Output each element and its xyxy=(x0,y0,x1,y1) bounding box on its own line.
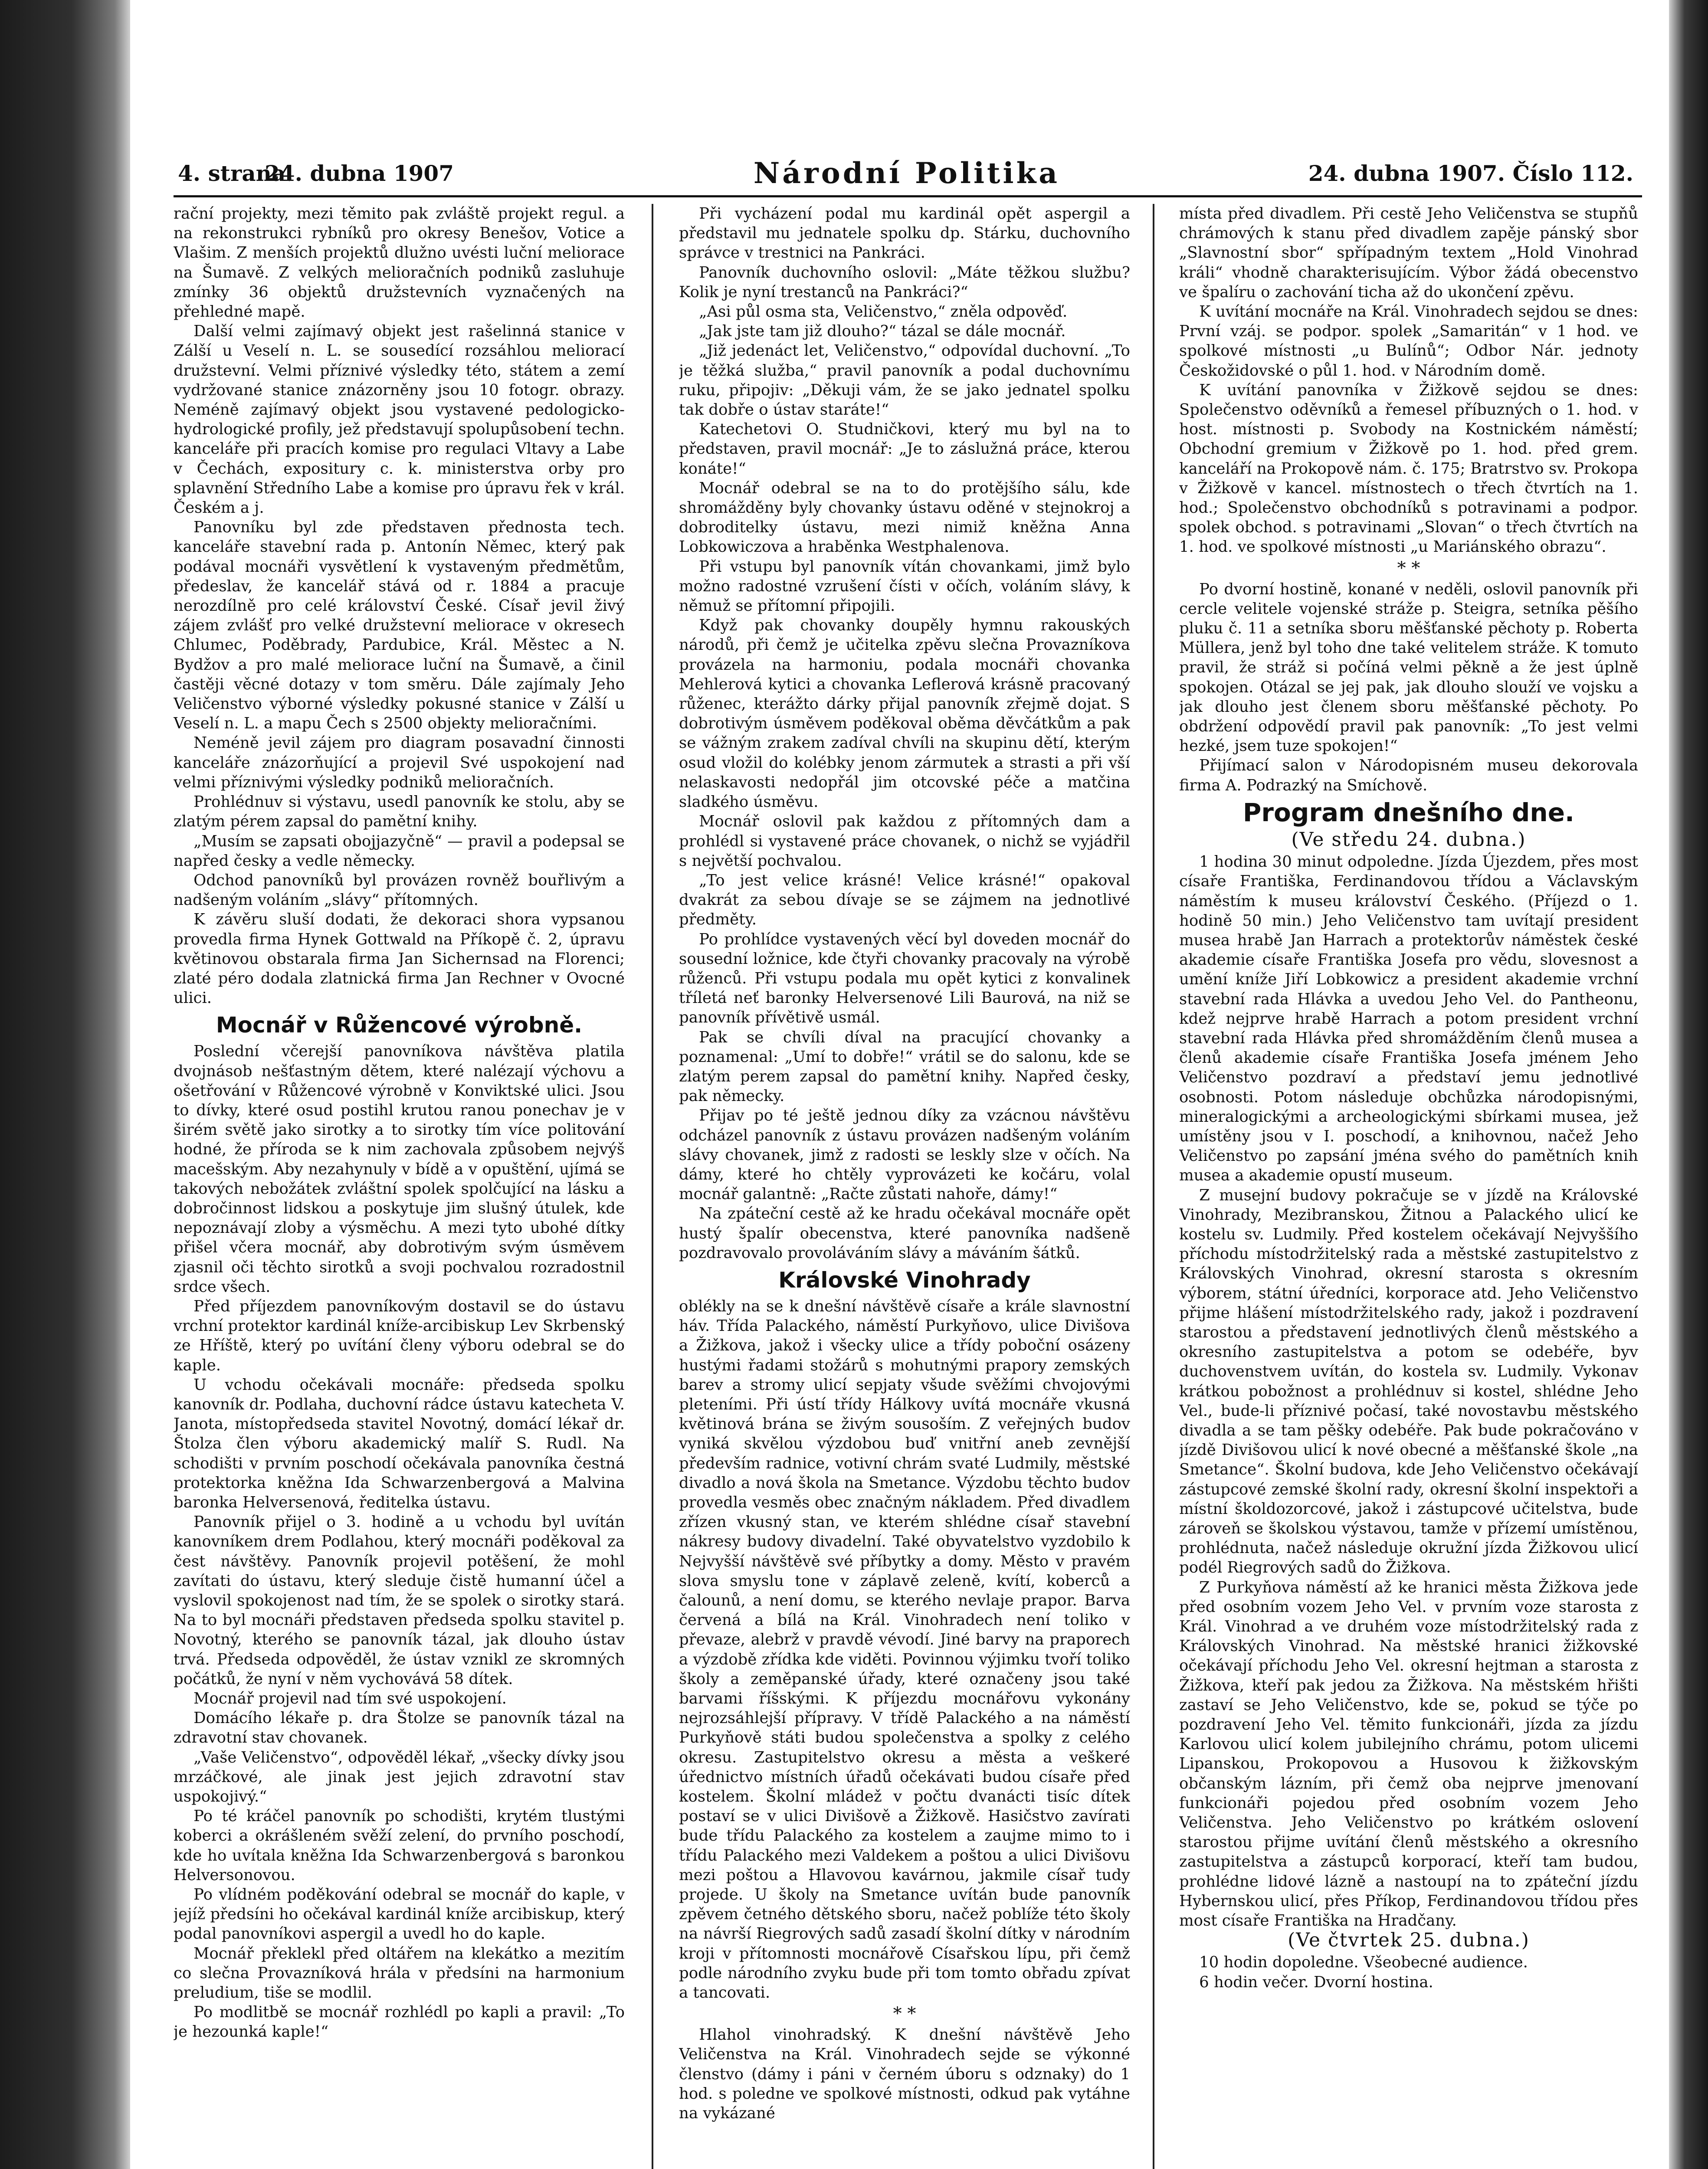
paragraph: Z musejní budovy pokračuje se v jízdě na Královské Vinohrady, Mezibranskou, Žitnou a Palackého ulicí ke kostelu sv. Ludmily. Před kostelem očekávají Nejvyššího příchodu místodržitelský rada a městské zastupitelstvo z Královských Vinohrad, okresní starosta s okresním výborem, státní úředníci, korporace atd. Jeho Veličenstvo přijme hlášení místodržitelského rady, jakož i pozdravení starostou a představení jednotlivých členů městského a okresního zastupitelstva a potom se odebéře, byv duchovenstvem uvítán, do kostela sv. Ludmily. Vykonav krátkou pobožnost a prohlédnuv si kostel, shlédne Jeho Vel., bude-li příznivé počasí, také novostavbu městského divadla a se tam pěšky odebéře. Pak bude pokračováno v jízdě Divišovou ulicí k nové obecné a měšťanské škole „na Smetance“. Školní budova, kde Jeho Veličenstvo očekávají zástupcové zemské školní rady, okresní školní inspektoři a místní školdozorcové, jakož i zástupcové učitelstva, bude zároveň se školskou výstavou, tamže v přízemí umístěnou, prohlédnuta, načež následuje okružní jízda Žižkovou ulicí podél Riegrových sadů do Žižkova. xyxy=(1179,1186,1638,1577)
paragraph: Po modlitbě se mocnář rozhlédl po kapli a pravil: „To je hezounká kaple!“ xyxy=(174,2003,625,2041)
section-heading: Program dnešního dne. xyxy=(1242,797,1575,827)
paragraph: Přijímací salon v Národopisném museu dekorovala firma A. Podrazký na Smíchově. xyxy=(1179,757,1638,794)
paragraph: Přijav po té ještě jednou díky za vzácnou návštěvu odcházel panovník z ústavu provázen nadšeným voláním slávy chovanek, jimž z radosti se leskly slze v očích. Na dámy, které ho chtěly vyprovázeti ke kočáru, volal mocnář galantně: „Račte zůstati nahoře, dámy!“ xyxy=(679,1107,1130,1203)
paragraph: Panovníku byl zde představen přednosta tech. kanceláře stavební rada p. Antonín Němec, který pak podával mocnáři vysvětlení k vystaveným předmětům, předeslav, že kancelář stává od r. 1884 a pracuje nerozdílně pro celé království České. Císař jevil živý zájem zvlášť pro velké družstevní meliorace v okresech Chlumec, Poděbrady, Pardubice, Král. Městec a N. Bydžov a pro malé meliorace luční na Šumavě, a činil častěji věcné dotazy v tom směru. Dále zajímaly Jeho Veličenstvo výborné výsledky pokusné stanice v Zálší u Veselí n. L. a mapu Čech s 2500 objekty melioračními. xyxy=(174,518,625,733)
column-2 xyxy=(679,204,1130,2169)
paragraph: Při vycházení podal mu kardinál opět aspergil a představil mu jednatele spolku dp. Stárku, duchovního správce v trestnici na Pankráci. xyxy=(679,205,1130,262)
paragraph: Neméně jevil zájem pro diagram posavadní činnosti kanceláře znázorňující a projevil Své uspokojení nad velmi příznivými výsledky podniků melioračních. xyxy=(174,734,625,791)
paragraph: Když pak chovanky doupěly hymnu rakouských národů, při čemž je učitelka zpěvu slečna Provazníkova provázela na harmoniu, podala mocnáři chovanka Mehlerová kytici a chovanka Leflerová krásně pracovaný růženec, kterážto dárky přijal panovník zřejmě dojat. S dobrotivým úsměvem poděkoval oběma děvčátkům a pak se vážným zrakem zadíval chvíli na skupinu dětí, kterým osud vložil do kolébky jenom zármutek a strasti a při vší nelaskavosti nedopřál jim otcovské péče a matčina sladkého úsměvu. xyxy=(679,616,1130,811)
issue-number: 24. dubna 1907. Číslo 112. xyxy=(1308,161,1633,186)
paragraph: Pak se chvíli díval na pracující chovanky a poznamenal: „Umí to dobře!“ vrátil se do salonu, kde se zlatým perem zapsal do pamětní knihy. Napřed česky, pak německy. xyxy=(679,1028,1130,1105)
section-separator: * * xyxy=(1397,558,1420,578)
paragraph: Katechetovi O. Studničkovi, který mu byl na to představen, pravil mocnář: „Je to záslužná práce, kterou konáte!“ xyxy=(679,420,1130,478)
paragraph: Odchod panovníků byl provázen rovněž bouřlivým a nadšeným voláním „slávy“ přítomných. xyxy=(174,871,625,909)
paragraph: místa před divadlem. Při cestě Jeho Veličenstva se stupňů chrámových k stanu před divadlem zapěje pánský sbor „Slavnostní sbor“ spřípadným textem „Hold Vinohrad králi“ vhodně charakterisujícím. Výbor žádá obecenstvo ve špalíru o zachování ticha až do ukončení zpěvu. xyxy=(1179,205,1638,301)
paragraph: Na zpáteční cestě až ke hradu očekával mocnáře opět hustý špalír obecenstva, které panovníka nadšeně pozdravovalo provoláváním slávy a máváním šátků. xyxy=(679,1205,1130,1262)
masthead: Národní Politika xyxy=(753,156,1060,190)
column-divider xyxy=(652,204,653,2169)
paragraph: Hlahol vinohradský. K dnešní návštěvě Jeho Veličenstva na Král. Vinohradech sejde se výkonné členstvo (dámy i páni v černém úboru s odznaky) do 1 hod. s poledne ve spolkové místnosti, odkud pak vytáhne na vykázané xyxy=(679,2026,1130,2123)
paragraph: Po té kráčel panovník po schodišti, krytém tlustými koberci a okrášleném svěží zelení, do prvního poschodí, kde ho uvítala kněžna Ida Schwarzenbergová s baronkou Helversonovou. xyxy=(174,1807,625,1884)
page-number: 4. strana. xyxy=(178,161,293,186)
paragraph: Po vlídném poděkování odebral se mocnář do kaple, v jejíž předsíni ho očekával kardinál kníže arcibiskup, který podal panovníkovi aspergil a uvedl ho do kaple. xyxy=(174,1886,625,1943)
paragraph: 6 hodin večer. Dvorní hostina. xyxy=(1199,1973,1433,1991)
paragraph: „Vaše Veličenstvo“, odpověděl lékař, „všecky dívky jsou mrzáčkové, ale jinak jest jejich zdravotní stav uspokojivý.“ xyxy=(174,1748,625,1806)
paragraph: „Musím se zapsati obojjazyčně“ — pravil a podepsal se napřed česky a vedle německy. xyxy=(174,832,625,870)
paragraph: „Asi půl osma sta, Veličenstvo,“ zněla odpověď. xyxy=(699,303,1068,321)
paragraph: U vchodu očekávali mocnáře: předseda spolku kanovník dr. Podlaha, duchovní rádce ústavu katecheta V. Janota, místopředseda stavitel Novotný, domácí lékař dr. Štolza člen výboru akademický malíř S. Rudl. Na schodišti v prvním poschodí očekávala panovníka čestná protektorka kněžna Ida Schwarzenbergová a Malvina baronka Helversenová, ředitelka ústavu. xyxy=(174,1376,625,1511)
paragraph: K uvítání panovníka v Žižkově sejdou se dnes: Společenstvo oděvníků a řemesel příbuzných o 1. hod. v host. místnosti p. Svobody na Kostnickém náměstí; Obchodní gremium v Žižkově po 1. hod. před grem. kanceláří na Prokopově nám. č. 175; Bratrstvo sv. Prokopa v Žižkově v kancel. místnostech o třech čtvrtích na 1. hod.; Společenstvo obchodníků s potravinami a podpor. spolek obchod. s potravinami „Slovan“ o třech čtvrtích na 1. hod. ve spolkové místnosti „u Mariánského obrazu“. xyxy=(1179,381,1638,556)
paragraph: K uvítání mocnáře na Král. Vinohradech sejdou se dnes: První vzáj. se podpor. spolek „Samaritán“ v 1 hod. ve spolkové místnosti „u Bulínů“; Odbor Nár. jednoty Českožidovské o půl 1. hod. v Národním domě. xyxy=(1179,303,1638,380)
paragraph: Domácího lékaře p. dra Štolze se panovník tázal na zdravotní stav chovanek. xyxy=(174,1709,625,1747)
paragraph: „Jak jste tam již dlouho?“ tázal se dále mocnář. xyxy=(699,322,1066,341)
section-heading: Mocnář v Růžencové výrobně. xyxy=(216,1012,583,1038)
page-header xyxy=(174,156,1642,197)
paragraph: „Již jedenáct let, Veličenstvo,“ odpovídal duchovní. „To je těžká služba,“ pravil panovník a podal duchovnímu ruku, připojiv: „Děkuji vám, že se jako jednatel spolku tak dobře o ústav staráte!“ xyxy=(679,342,1130,419)
column-3 xyxy=(1179,204,1638,2169)
newspaper-page xyxy=(174,156,1642,2169)
paragraph: Při vstupu byl panovník vítán chovankami, jimž bylo možno radostné vzrušení čísti v očích, voláním slávy, k němuž se přítomní připojili. xyxy=(679,557,1130,615)
paragraph: oblékly na se k dnešní návštěvě císaře a krále slavnostní háv. Třída Palackého, náměstí Purkyňovo, ulice Divišova a Žižkova, jakož i všecky ulice a třídy poboční osázeny hustými řadami stožárů s mohutnými prapory zemských barev a stromy ulicí sepjaty všude svěžími chvojovými pleteními. Při ústí třídy Hálkovy uvítá mocnáře vkusná květinová brána se živým sousoším. Z veřejných budov vyniká skvělou výzdobou buď vnitřní aneb zevnější především radnice, votivní chrám svaté Ludmily, městské divadlo a nová škola na Smetance. Výzdobu těchto budov provedla vesměs obec značným nákladem. Před divadlem zřízen vkusný stan, ve kterém shlédne císař stavební nákresy budovy divadelní. Také obyvatelstvo vyzdobilo k Nejvyšší návštěvě své příbytky a domy. Město v pravém slova smyslu tone v záplavě zeleně, kvítí, koberců a čalounů, a není domu, se kterého nevlaje prapor. Barva červená a bílá na Král. Vinohradech není toliko v převaze, alebrž v pravdě vévodí. Jiné barvy na praporech a výzdobě zřídka kde viděti. Povinnou výjimku tvoří toliko školy a zeměpanské úřady, které označeny jsou také barvami říšskými. K příjezdu mocnářovu vykonány nejrozsáhlejší přípravy. V třídě Palackého a na náměstí Purkyňově státi budou společenstva a spolky z celého okresu. Zastupitelstvo okresu a města a veškeré úřednictvo místních úřadů očekávati budou císaře před kostelem. Školní mládež v počtu dvanácti tisíc dítek postaví se v ulici Divišově a Žižkově. Hasičstvo zavírati bude třídu Palackého za kostelem a zaujme mimo to i třídu Palackého mezi Valdekem a poštou a ulici Divišovu mezi poštou a Hlavovou kavárnou, jakmile císař tudy projede. U školy na Smetance uvítán bude panovník zpěvem četného dětského sboru, načež poblíže této školy na návrší Riegrových sadů zasadí školní dítky v národním kroji v přítomnosti mocnářově Císařskou lípu, při čemž podle národního zvyku bude při tom tomto obřadu zpívat a tancovati. xyxy=(679,1297,1130,2002)
paragraph: Poslední včerejší panovníkova návštěva platila dvojnásob nešťastným dětem, které nalézají výchovu a ošetřování v Růžencové výrobně v Konviktské ulici. Jsou to dívky, které osud postihl krutou ranou ponechav je v širém světě jako sirotky a to sirotky tím více politování hodné, že příroda se k nim zachovala způsobem nejvýš macešským. Aby nezahynuly v bídě a v opuštění, ujímá se takových nebožátek zvláštní spolek spolčující na lásku a dobročinnost lidskou a poskytuje jim slušný útulek, kde nepoznávají zloby a výsměchu. A mezi tyto ubohé dítky přišel včera mocnář, aby dobrotivým svým úsměvem zjasnil oči těchto sirotků a svoji pochvalou rozradostnil srdce všech. xyxy=(174,1042,625,1296)
paragraph: Po prohlídce vystavených věcí byl doveden mocnář do sousední ložnice, kde čtyři chovanky pracovaly na výrobě růženců. Při vstupu podala mu opět kytici z konvalinek tříletá neť baronky Helversenové Lili Baurová, na niž se panovník přívětivě usmál. xyxy=(679,930,1130,1027)
scan-left-edge xyxy=(0,0,130,2169)
scan-right-edge xyxy=(1669,0,1708,2169)
paragraph: Mocnář projevil nad tím své uspokojení. xyxy=(193,1690,507,1708)
paragraph: Z Purkyňova náměstí až ke hranici města Žižkova jede před osobním vozem Jeho Vel. v prvním voze starosta z Král. Vinohrad a ve druhém voze místodržitelský rada z Královských Vinohrad. Na městské hranici žižkovské očekávají příchodu Jeho Vel. okresní hejtman a starosta z Žižkova, kteří pak jedou za Žižkova. Na městském hřišti zastaví se Jeho Veličenstvo, kde se, pokud se týče po pozdravení Jeho Vel. těmito funkcionáři, jízda za jízdu Karlovou ulicí kolem jubilejního chrámu, potom ulicemi Lipanskou, Prokopovou a Husovou k žižkovským občanským lázním, při čemž oba nejprve jmenovaní funkcionáři pojedou před osobním vozem Jeho Veličenstva. Jeho Veličenstvo po krátkém oslovení starostou přijme uvítání členů městského a okresního zastupitelstva a zástupců korporací, kteří tam budou, prohlédne lidové lázně a nastoupí na to zpáteční jízdu Hybernskou ulicí, přes Příkop, Ferdinandovou třídou přes most císaře Františka na Hradčany. xyxy=(1179,1578,1638,1930)
section-subheading: (Ve čtvrtek 25. dubna.) xyxy=(1288,1929,1530,1952)
column-divider xyxy=(1153,204,1154,2169)
section-separator: * * xyxy=(893,2004,916,2024)
paragraph: rační projekty, mezi těmito pak zvláště projekt regul. a na rekonstrukci rybníků pro okresy Benešov, Votice a Vlašim. Z menších projektů dlužno uvésti luční meliorace na Šumavě. Z velkých melioračních podniků zasluhuje zmínky 36 objektů družstevních vyznačených na přehledné mapě. xyxy=(174,205,625,321)
paragraph: 10 hodin dopoledne. Všeobecné audience. xyxy=(1199,1953,1528,1972)
paragraph: Prohlédnuv si výstavu, usedl panovník ke stolu, aby se zlatým pérem zapsal do pamětní knihy. xyxy=(174,793,625,831)
paragraph: Před příjezdem panovníkovým dostavil se do ústavu vrchní protektor kardinál kníže-arcibiskup Lev Skrbenský ze Hříště, který po uvítání členy výboru odebral se do kaple. xyxy=(174,1297,625,1374)
paragraph: Mocnář odebral se na to do protějšího sálu, kde shromážděny byly chovanky ústavu oděné v stejnokroj a dobroditelky ústavu, mezi nimiž kněžna Anna Lobkowiczova a hraběnka Westphalenova. xyxy=(679,479,1130,556)
paragraph: 1 hodina 30 minut odpoledne. Jízda Újezdem, přes most císaře Františka, Ferdinandovou třídou a Václavským náměstím k museu království Českého. (Příjezd o 1. hodině 50 min.) Jeho Veličenstvo tam uvítají president musea hrabě Jan Harrach a protektorův náměstek české akademie císaře Františka Josefa pro vědu, slovesnost a umění kníže Jiří Lobkowicz a president akademie vrchní stavební rada Hlávka a uvedou Jeho Vel. do Pantheonu, kdež nejprve hrabě Harrach a potom president vrchní stavební rada Hlávka před shromážděním členů musea a členů akademie císaře Františka Josefa jménem Jeho Veličenstvo pozdraví a představí jemu jednotlivé osobnosti. Potom následuje obchůzka národopisnými, mineralogickými a archeologickými sbírkami musea, jež umístěny jsou v I. poschodí, a knihovnou, načež Jeho Veličenstvo po zapsání jména svého do pamětních knih musea a akademie opustí museum. xyxy=(1179,853,1638,1185)
paragraph: Mocnář překlekl před oltářem na klekátko a mezitím co slečna Provazníková hrála v předsíni na harmonium preludium, tiše se modlil. xyxy=(174,1944,625,2002)
paragraph: Panovník duchovního oslovil: „Máte těžkou službu? Kolik je nyní trestanců na Pankráci?“ xyxy=(679,263,1130,301)
paragraph: „To jest velice krásné! Velice krásné!“ opakoval dvakrát za sebou dívaje se se zájmem na jednotlivé předměty. xyxy=(679,871,1130,929)
paragraph: Po dvorní hostině, konané v neděli, oslovil panovník při cercle velitele vojenské stráže p. Steigra, setníka pěšího pluku č. 11 a setníka sboru měšťanské pěchoty p. Roberta Müllera, jenž byl toho dne také velitelem stráže. K tomuto pravil, že stráž si počíná velmi pěkně a že jest úplně spokojen. Otázal se jej pak, jak dlouho slouží ve vojsku a jak dlouho jest členem sboru měšťanské pěchoty. Po obdržení odpovědí pravil pak panovník: „To jest velmi hezké, jsem tuze spokojen!“ xyxy=(1179,580,1638,755)
paragraph: Mocnář oslovil pak každou z přítomných dam a prohlédl si vystavené práce chovanek, o nichž se vyjádřil s největší pochvalou. xyxy=(679,813,1130,870)
paragraph: Další velmi zajímavý objekt jest rašelinná stanice v Zálší u Veselí n. L. se sousedící rozsáhlou meliorací družstevní. Velmi příznivé výsledky této, státem a zemí vydržované stanice znázorněny jsou 10 fotogr. obrazy. Neméně zajímavý objekt jsou vystavené pedologicko-hydrologické profily, jež představují spolupůsobení techn. kanceláře při pracích komise pro regulaci Vltavy a Labe v Čechách, expositury c. k. ministerstva orby pro splavnění Středního Labe a komise pro úpravu řek v král. Českém a j. xyxy=(174,322,625,517)
header-date: 24. dubna 1907 xyxy=(265,161,454,186)
section-subheading: (Ve středu 24. dubna.) xyxy=(1291,828,1526,851)
paragraph: Panovník přijel o 3. hodině a u vchodu byl uvítán kanovníkem drem Podlahou, který mocnáři poděkoval za čest návštěvy. Panovník projevil potěšení, že mohl zavítati do ústavu, který sleduje čistě humanní účel a vyslovil spokojenost nad tím, že se spolek o sirotky stará. Na to byl mocnáři představen předseda spolku stavitel p. Novotný, kterého se panovník tázal, jak dlouho ústav trvá. Předseda odpověděl, že ústav vznikl ze skromných počátků, že nyní v něm vychovává 58 dítek. xyxy=(174,1513,625,1688)
section-heading: Královské Vinohrady xyxy=(778,1267,1031,1293)
column-1 xyxy=(174,204,625,2169)
paragraph: K závěru sluší dodati, že dekoraci shora vypsanou provedla firma Hynek Gottwald na Příkopě č. 2, úpravu květinovou obstarala firma Jan Sichernsad na Florenci; zlaté péro dodala zlatnická firma Jan Rechner v Ovocné ulici. xyxy=(174,911,625,1007)
